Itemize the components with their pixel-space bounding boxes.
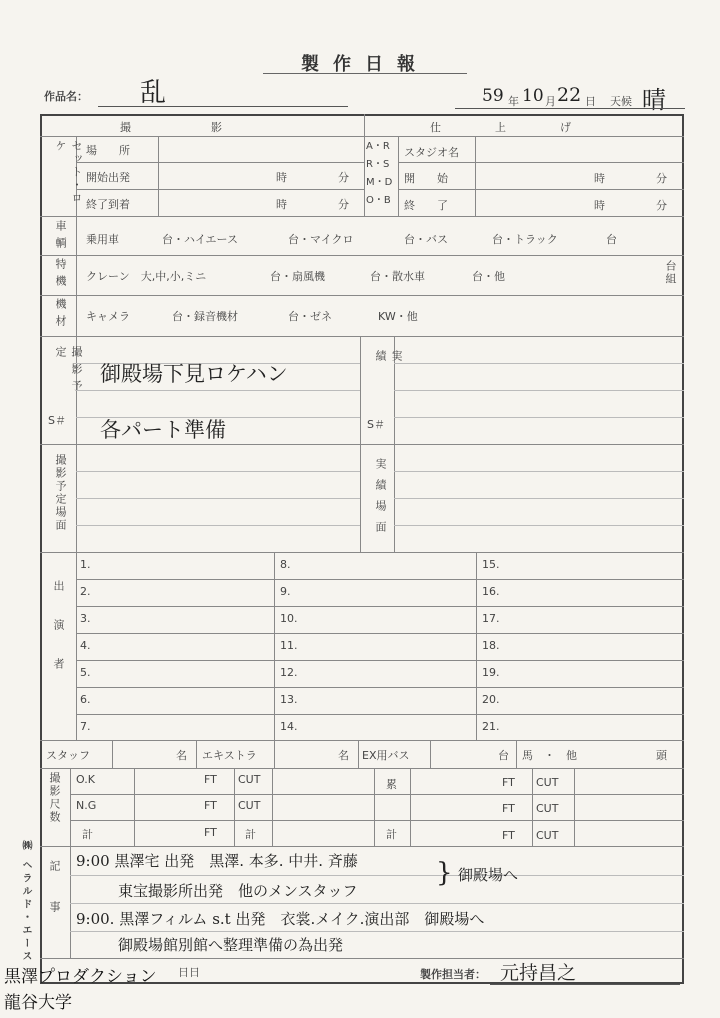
notes-bracket: } (436, 858, 453, 888)
notes-line-4: 御殿場館別館へ整理準備の為出発 (118, 936, 344, 954)
vehicle-unit: 台 (606, 233, 617, 246)
notes-line-1: 9:00 黒澤宅 出発 黒澤. 本多. 中井. 斉藤 (76, 852, 358, 870)
start-label: 開 始 (404, 172, 448, 185)
cast-slot-11: 11. (280, 639, 298, 652)
schedule-line-2: 各パート準備 (100, 418, 226, 442)
arrive-minute: 分 (338, 198, 349, 211)
ng-label: N.G (76, 799, 97, 812)
crane-item: クレーン 大,中,小,ミニ (86, 270, 207, 283)
generator-item: 台・ゼネ (288, 310, 332, 323)
ok-ft: FT (204, 773, 217, 786)
other-item: 台・他 (472, 270, 505, 283)
vehicle-car: 乗用車 (86, 233, 119, 246)
depart-label: 開始出発 (86, 171, 130, 184)
horse-unit: 頭 (656, 749, 667, 762)
notes-line-3: 9:00. 黒澤フィルム s.t 出発 衣裳.メイク.演出部 御殿場へ (76, 910, 485, 928)
shooting-header: 撮 影 (120, 121, 224, 134)
day-label: 日 (585, 95, 596, 108)
cast-slot-10: 10. (280, 612, 298, 625)
special-machines-label: 特機 (54, 258, 67, 292)
month-value: 10 (522, 86, 544, 106)
unit-set-label: 台組 (664, 260, 677, 286)
cast-slot-1: 1. (80, 558, 91, 571)
staff-label: スタッフ (46, 749, 90, 762)
cast-slot-8: 8. (280, 558, 291, 571)
cumulative-label: 累 (386, 778, 397, 791)
vehicle-bus: 台・バス (404, 233, 448, 246)
total-label: 計 (82, 828, 93, 841)
total-cut: 計 (245, 828, 256, 841)
scene-actual-label: 実績場面 (374, 458, 387, 542)
weather-value: 晴 (642, 86, 666, 114)
cast-slot-14: 14. (280, 720, 298, 733)
month-label: 月 (545, 95, 556, 108)
notes-line-1b: 御殿場へ (458, 866, 519, 884)
depart-minute: 分 (338, 171, 349, 184)
end-label: 終 了 (404, 199, 448, 212)
cast-slot-21: 21. (482, 720, 500, 733)
notes-label: 記事 (48, 860, 61, 942)
horse-label: 馬 ・ 他 (522, 749, 577, 762)
total-ft: FT (204, 826, 217, 839)
end-minute: 分 (656, 199, 667, 212)
set-location-label: セット・ロケ (54, 140, 83, 205)
day-value: 22 (557, 84, 582, 106)
watermark-line-1: 黒澤プロダクション (4, 967, 157, 987)
weather-label: 天候 (610, 95, 632, 108)
end-hour: 時 (594, 199, 605, 212)
fan-item: 台・扇風機 (270, 270, 325, 283)
vehicle-truck: 台・トラック (492, 233, 558, 246)
cast-slot-18: 18. (482, 639, 500, 652)
page-title: 製作日報 (301, 54, 429, 75)
cast-slot-9: 9. (280, 585, 291, 598)
cast-slot-4: 4. (80, 639, 91, 652)
cum-ok-cut: CUT (536, 776, 559, 789)
cum-total-ft: FT (502, 829, 515, 842)
equipment-label: 機材 (54, 298, 67, 332)
title-underline (263, 73, 467, 74)
depart-hour: 時 (276, 171, 287, 184)
vehicle-micro: 台・マイクロ (288, 233, 354, 246)
cumulative-total-label: 計 (386, 828, 397, 841)
work-name-label: 作品名： (44, 90, 88, 103)
cast-slot-7: 7. (80, 720, 91, 733)
extra-label: エキストラ (202, 749, 257, 762)
ok-cut: CUT (238, 773, 261, 786)
cast-label: 出演者 (52, 580, 65, 697)
finishing-codes: A・R R・S M・D O・B (366, 141, 393, 206)
cast-slot-6: 6. (80, 693, 91, 706)
schedule-line-1: 御殿場下見ロケハン (100, 362, 288, 386)
side-company-label: ㈱ ヘラルド・エース (20, 840, 31, 964)
ex-bus-label: EX用バス (362, 749, 410, 762)
place-label: 場 所 (86, 144, 130, 157)
ok-label: O.K (76, 773, 95, 786)
actual-label: 実績 (374, 350, 403, 381)
cast-slot-2: 2. (80, 585, 91, 598)
work-name-value: 乱 (140, 78, 167, 108)
vehicles-label: 車輌 (54, 220, 67, 254)
cum-total-cut: CUT (536, 829, 559, 842)
cast-slot-16: 16. (482, 585, 500, 598)
ng-cut: CUT (238, 799, 261, 812)
kw-item: KW・他 (378, 310, 418, 323)
notes-line-2: 東宝撮影所出発 他のメンスタッフ (118, 882, 358, 900)
camera-item: キャメラ (86, 310, 130, 323)
partial-footer-label: 日日 (178, 966, 200, 979)
start-minute: 分 (656, 172, 667, 185)
schedule-label: 撮影予定 (54, 346, 83, 397)
studio-label: スタジオ名 (404, 146, 459, 159)
bus-unit: 台 (498, 749, 509, 762)
recorder-label: 製作担当者： (420, 968, 486, 981)
vehicle-hiace: 台・ハイエース (162, 233, 239, 246)
cum-ok-ft: FT (502, 776, 515, 789)
cum-ng-ft: FT (502, 802, 515, 815)
finishing-header: 仕 上 げ (430, 121, 573, 134)
cast-slot-13: 13. (280, 693, 298, 706)
staff-name-unit: 名 (176, 749, 187, 762)
work-name-underline (98, 106, 348, 107)
year-value: 59 (482, 86, 504, 106)
year-label: 年 (508, 95, 519, 108)
cast-slot-17: 17. (482, 612, 500, 625)
extra-name-unit: 名 (338, 749, 349, 762)
ng-ft: FT (204, 799, 217, 812)
cum-ng-cut: CUT (536, 802, 559, 815)
watermark-line-2: 龍谷大学 (4, 993, 72, 1013)
start-hour: 時 (594, 172, 605, 185)
schedule-s-label: S＃ (48, 414, 66, 427)
cast-slot-3: 3. (80, 612, 91, 625)
footage-label: 撮影尺数 (48, 772, 61, 824)
cast-slot-5: 5. (80, 666, 91, 679)
date-underline (455, 108, 685, 109)
arrive-hour: 時 (276, 198, 287, 211)
actual-s-label: S＃ (367, 418, 385, 431)
scene-schedule-label: 撮影予定場面 (54, 454, 67, 532)
sound-item: 台・録音機材 (172, 310, 238, 323)
cast-slot-12: 12. (280, 666, 298, 679)
cast-slot-20: 20. (482, 693, 500, 706)
cast-slot-15: 15. (482, 558, 500, 571)
water-truck-item: 台・散水車 (370, 270, 425, 283)
arrive-label: 終了到着 (86, 198, 130, 211)
cast-slot-19: 19. (482, 666, 500, 679)
recorder-value: 元持昌之 (500, 962, 577, 984)
